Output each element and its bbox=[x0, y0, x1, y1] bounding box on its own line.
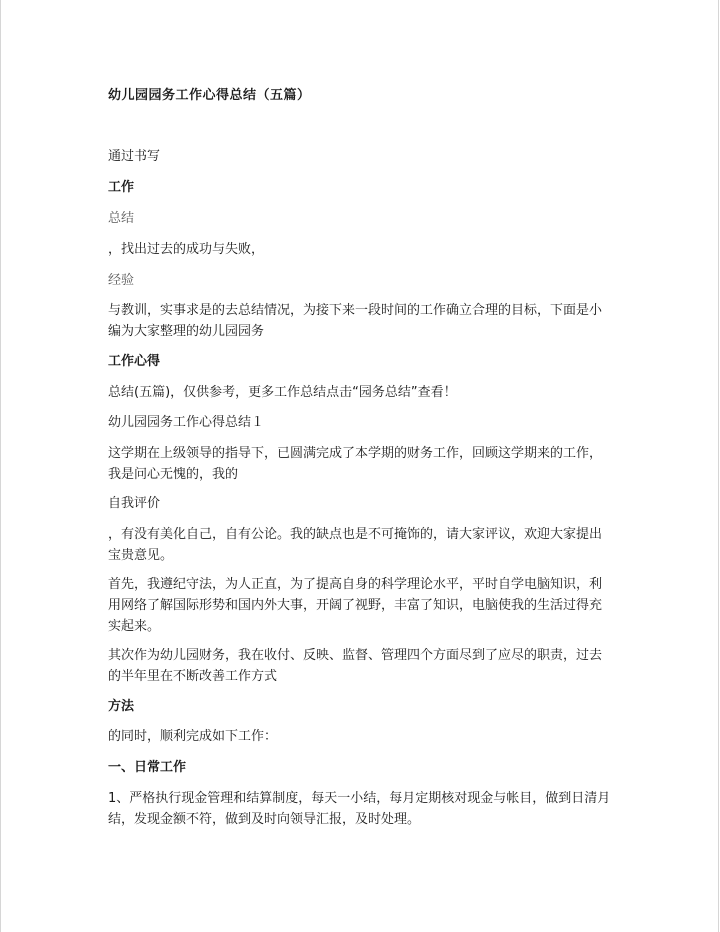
paragraph-text: 1、严格执行现金管理和结算制度，每天一小结，每月定期核对现金与帐目，做到日清月结，发现金额不符，做到及时向领导汇报，及时处理。 bbox=[108, 791, 611, 827]
paragraph-text: ，有没有美化自己，自有公论。我的缺点也是不可掩饰的，请大家评议，欢迎大家提出宝贵意见。 bbox=[108, 527, 603, 563]
paragraph-text: 这学期在上级领导的指导下，已圆满完成了本学期的财务工作，回顾这学期来的工作，我是问心无愧的，我的 bbox=[108, 446, 603, 482]
section-heading: 一、日常工作 bbox=[108, 760, 187, 775]
paragraph-text: 通过书写 bbox=[108, 149, 161, 164]
paragraph-text: 与教训，实事求是的去总结情况，为接下来一段时间的工作确立合理的目标，下面是小编为大家整理的幼儿园园务 bbox=[108, 303, 603, 339]
paragraph-text: 经验 bbox=[108, 273, 135, 288]
paragraph-text: 其次作为幼儿园财务，我在收付、反映、监督、管理四个方面尽到了应尽的职责，过去的半年里在不断改善工作方式 bbox=[108, 648, 603, 684]
paragraph-text: ，找出过去的成功与失败， bbox=[108, 242, 265, 257]
document-title: 幼儿园园务工作心得总结（五篇） bbox=[108, 88, 311, 103]
section-heading: 幼儿园园务工作心得总结１ bbox=[108, 415, 265, 430]
paragraph-heading: 工作心得 bbox=[108, 354, 161, 369]
paragraph-heading: 方法 bbox=[108, 699, 135, 714]
paragraph-text: 的同时，顺利完成如下工作： bbox=[108, 729, 278, 744]
paragraph-text: 总结 bbox=[108, 211, 135, 226]
paragraph-text: 自我评价 bbox=[108, 496, 161, 511]
paragraph-text: 总结(五篇)，仅供参考，更多工作总结点击“园务总结”查看！ bbox=[108, 385, 457, 400]
paragraph-heading: 工作 bbox=[108, 180, 135, 195]
paragraph-text: 首先，我遵纪守法，为人正直，为了提高自身的科学理论水平，平时自学电脑知识，利用网络了解国际形势和国内外大事，开阔了视野，丰富了知识，电脑使我的生活过得充实起来。 bbox=[108, 577, 603, 634]
